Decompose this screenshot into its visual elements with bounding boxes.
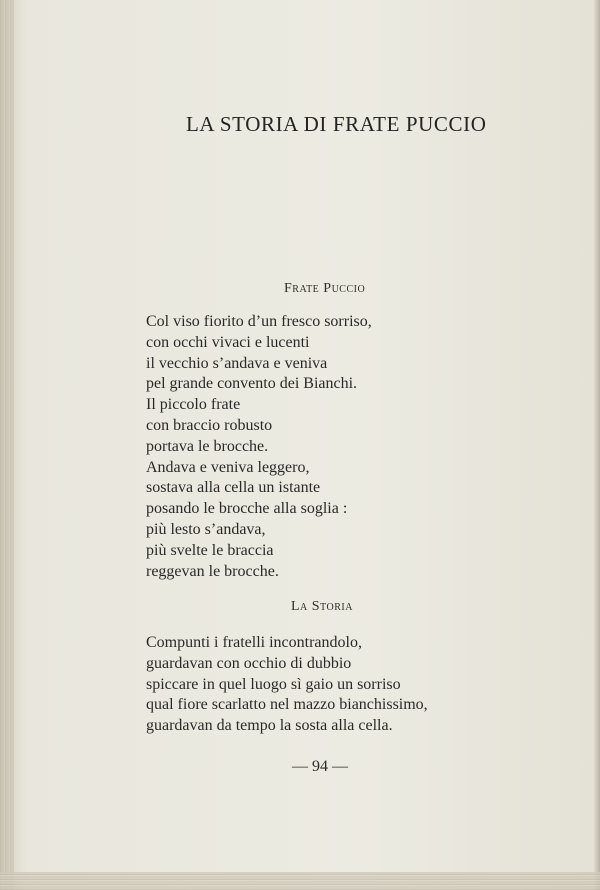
- poem-line: guardavan con occhio di dubbio: [146, 654, 352, 672]
- poem-line: più svelte le braccia: [146, 541, 274, 559]
- poem-line: Il piccolo frate: [146, 396, 241, 414]
- poem-line: qual fiore scarlatto nel mazzo bianchissimo,: [146, 696, 428, 714]
- poem-stanza-la-storia: [146, 633, 428, 737]
- poem-line: con braccio robusto: [146, 416, 273, 434]
- heading-text: La Storia: [291, 599, 353, 614]
- poem-line: più lesto s’andava,: [146, 520, 266, 538]
- poem-line: reggevan le brocche.: [146, 562, 279, 580]
- poem-line: con occhi vivaci e lucenti: [146, 333, 310, 351]
- poem-stanza-frate-puccio: [146, 312, 372, 582]
- poem-line: il vecchio s’andava e veniva: [146, 354, 328, 372]
- poem-line: sostava alla cella un istante: [146, 479, 321, 497]
- heading-text: Frate Puccio: [284, 281, 366, 296]
- section-heading-frate-puccio: [284, 281, 365, 297]
- section-heading-la-storia: [291, 599, 353, 615]
- poem-line: guardavan da tempo la sosta alla cella.: [146, 717, 393, 735]
- poem-line: portava le brocche.: [146, 437, 269, 455]
- chapter-title: LA STORIA DI FRATE PUCCIO: [186, 112, 487, 136]
- poem-line: Compunti i fratelli incontrandolo,: [146, 634, 362, 651]
- page-stack-bottom-edge: [0, 872, 600, 890]
- poem-line: pel grande convento dei Bianchi.: [146, 375, 358, 393]
- page-stack-left-edge: [0, 0, 14, 890]
- page-number: — 94 —: [292, 758, 348, 775]
- poem-line: Andava e veniva leggero,: [146, 458, 310, 476]
- poem-line: Col viso fiorito d’un fresco sorriso,: [146, 313, 372, 330]
- page-right-edge: [594, 0, 600, 890]
- poem-line: posando le brocche alla soglia :: [146, 500, 348, 518]
- poem-line: spiccare in quel luogo sì gaio un sorriso: [146, 675, 401, 693]
